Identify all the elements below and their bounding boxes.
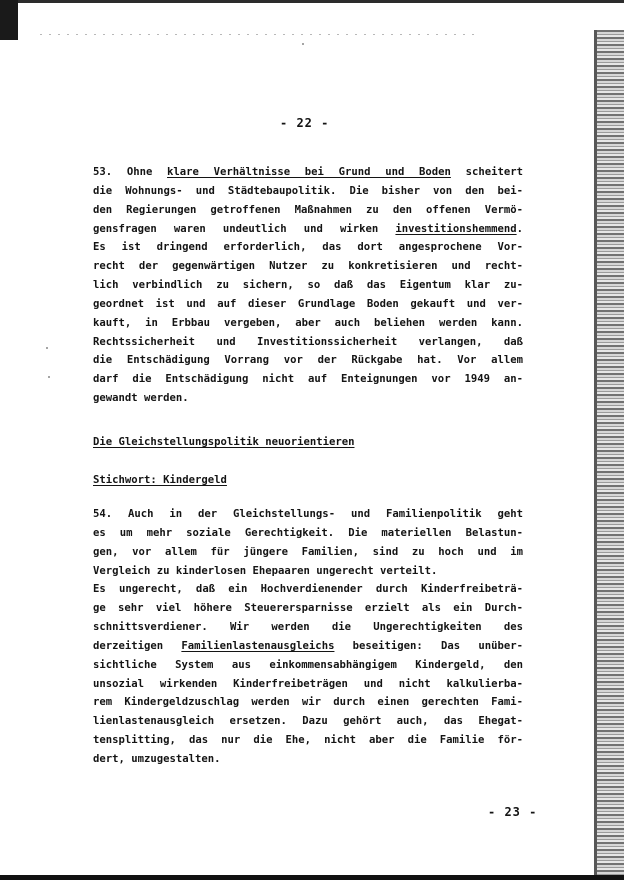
scan-speck bbox=[302, 43, 304, 45]
text-line: gen, vor allem für jüngere Familien, sind zu hoch und im bbox=[93, 545, 523, 558]
text-line: ge sehr viel höhere Steuerersparnisse erzielt als ein Durch- bbox=[93, 602, 523, 615]
text-line: die Wohnungs- und Städtebaupolitik. Die bisher von den bei- bbox=[93, 184, 523, 197]
scan-speck bbox=[48, 376, 50, 378]
text-line: die Entschädigung Vorrang vor der Rückgabe hat. Vor allem bbox=[93, 354, 523, 367]
text-line: 54. Auch in der Gleichstellungs- und Familienpolitik geht bbox=[93, 508, 523, 520]
emphasis-underline: investitionshemmend bbox=[395, 222, 517, 235]
text-line: kauft, in Erbbau vergeben, aber auch beliehen werden kann. bbox=[93, 316, 523, 329]
scan-dust-line bbox=[40, 34, 480, 35]
text-line: schnittsverdiener. Wir werden die Ungerechtigkeiten des bbox=[93, 621, 523, 634]
text-line: derzeitigen Familienlastenausgleichs beseitigen: Das unüber- bbox=[93, 639, 523, 652]
text-line: unsozial wirkenden Kinderfreibeträgen und nicht kalkulierba- bbox=[93, 677, 523, 690]
text-line: Rechtssicherheit und Investitionssicherheit verlangen, daß bbox=[93, 335, 523, 348]
keyword-heading: Stichwort: Kindergeld bbox=[93, 474, 227, 486]
text-line: Es ungerecht, daß ein Hochverdienender durch Kinderfreibeträ- bbox=[93, 583, 523, 596]
scan-speck bbox=[46, 347, 48, 349]
text-line: sichtliche System aus einkommensabhängigem Kindergeld, den bbox=[93, 658, 523, 671]
section-heading: Die Gleichstellungspolitik neuorientieren bbox=[93, 436, 355, 448]
text-line: tensplitting, das nur die Ehe, nicht aber die Familie för- bbox=[93, 734, 523, 747]
text-line: lienlastenausgleich ersetzen. Dazu gehört auch, das Ehegat- bbox=[93, 715, 523, 728]
text-line: recht der gegenwärtigen Nutzer zu konkretisieren und recht- bbox=[93, 260, 523, 273]
text-line: gensfragen waren undeutlich und wirken investitionshemmend. bbox=[93, 222, 523, 235]
text-line: lich verbindlich zu sichern, so daß das Eigentum klar zu- bbox=[93, 279, 523, 292]
emphasis-underline: Familienlastenausgleichs bbox=[181, 639, 335, 652]
text-line: rem Kindergeldzuschlag werden wir durch einen gerechten Fami- bbox=[93, 696, 523, 709]
text-line: geordnet ist und auf dieser Grundlage Boden gekauft und ver- bbox=[93, 297, 523, 310]
text-line: Es ist dringend erforderlich, das dort angesprochene Vor- bbox=[93, 241, 523, 254]
paragraph-53 bbox=[93, 163, 523, 408]
scan-bottom-edge bbox=[0, 875, 624, 880]
emphasis-underline: klare Verhältnisse bei Grund und Boden bbox=[167, 166, 451, 178]
page-number-top: - 22 - bbox=[280, 116, 330, 130]
scan-corner-shadow bbox=[0, 0, 18, 40]
scan-top-edge bbox=[0, 0, 624, 46]
text-line: den Regierungen getroffenen Maßnahmen zu den offenen Vermö- bbox=[93, 203, 523, 216]
paragraph-54 bbox=[93, 505, 523, 769]
text-line: 53. Ohne klare Verhältnisse bei Grund und Boden scheitert bbox=[93, 166, 523, 178]
text-line: es um mehr soziale Gerechtigkeit. Die materiellen Belastun- bbox=[93, 526, 523, 539]
text-line: gewandt werden. bbox=[93, 392, 189, 405]
text-line: Vergleich zu kinderlosen Ehepaaren ungerecht verteilt. bbox=[93, 564, 438, 577]
text-line: darf die Entschädigung nicht auf Enteignungen vor 1949 an- bbox=[93, 373, 523, 386]
page-number-bottom: - 23 - bbox=[488, 805, 538, 819]
text-line: dert, umzugestalten. bbox=[93, 752, 221, 765]
scan-right-edge bbox=[594, 30, 624, 880]
